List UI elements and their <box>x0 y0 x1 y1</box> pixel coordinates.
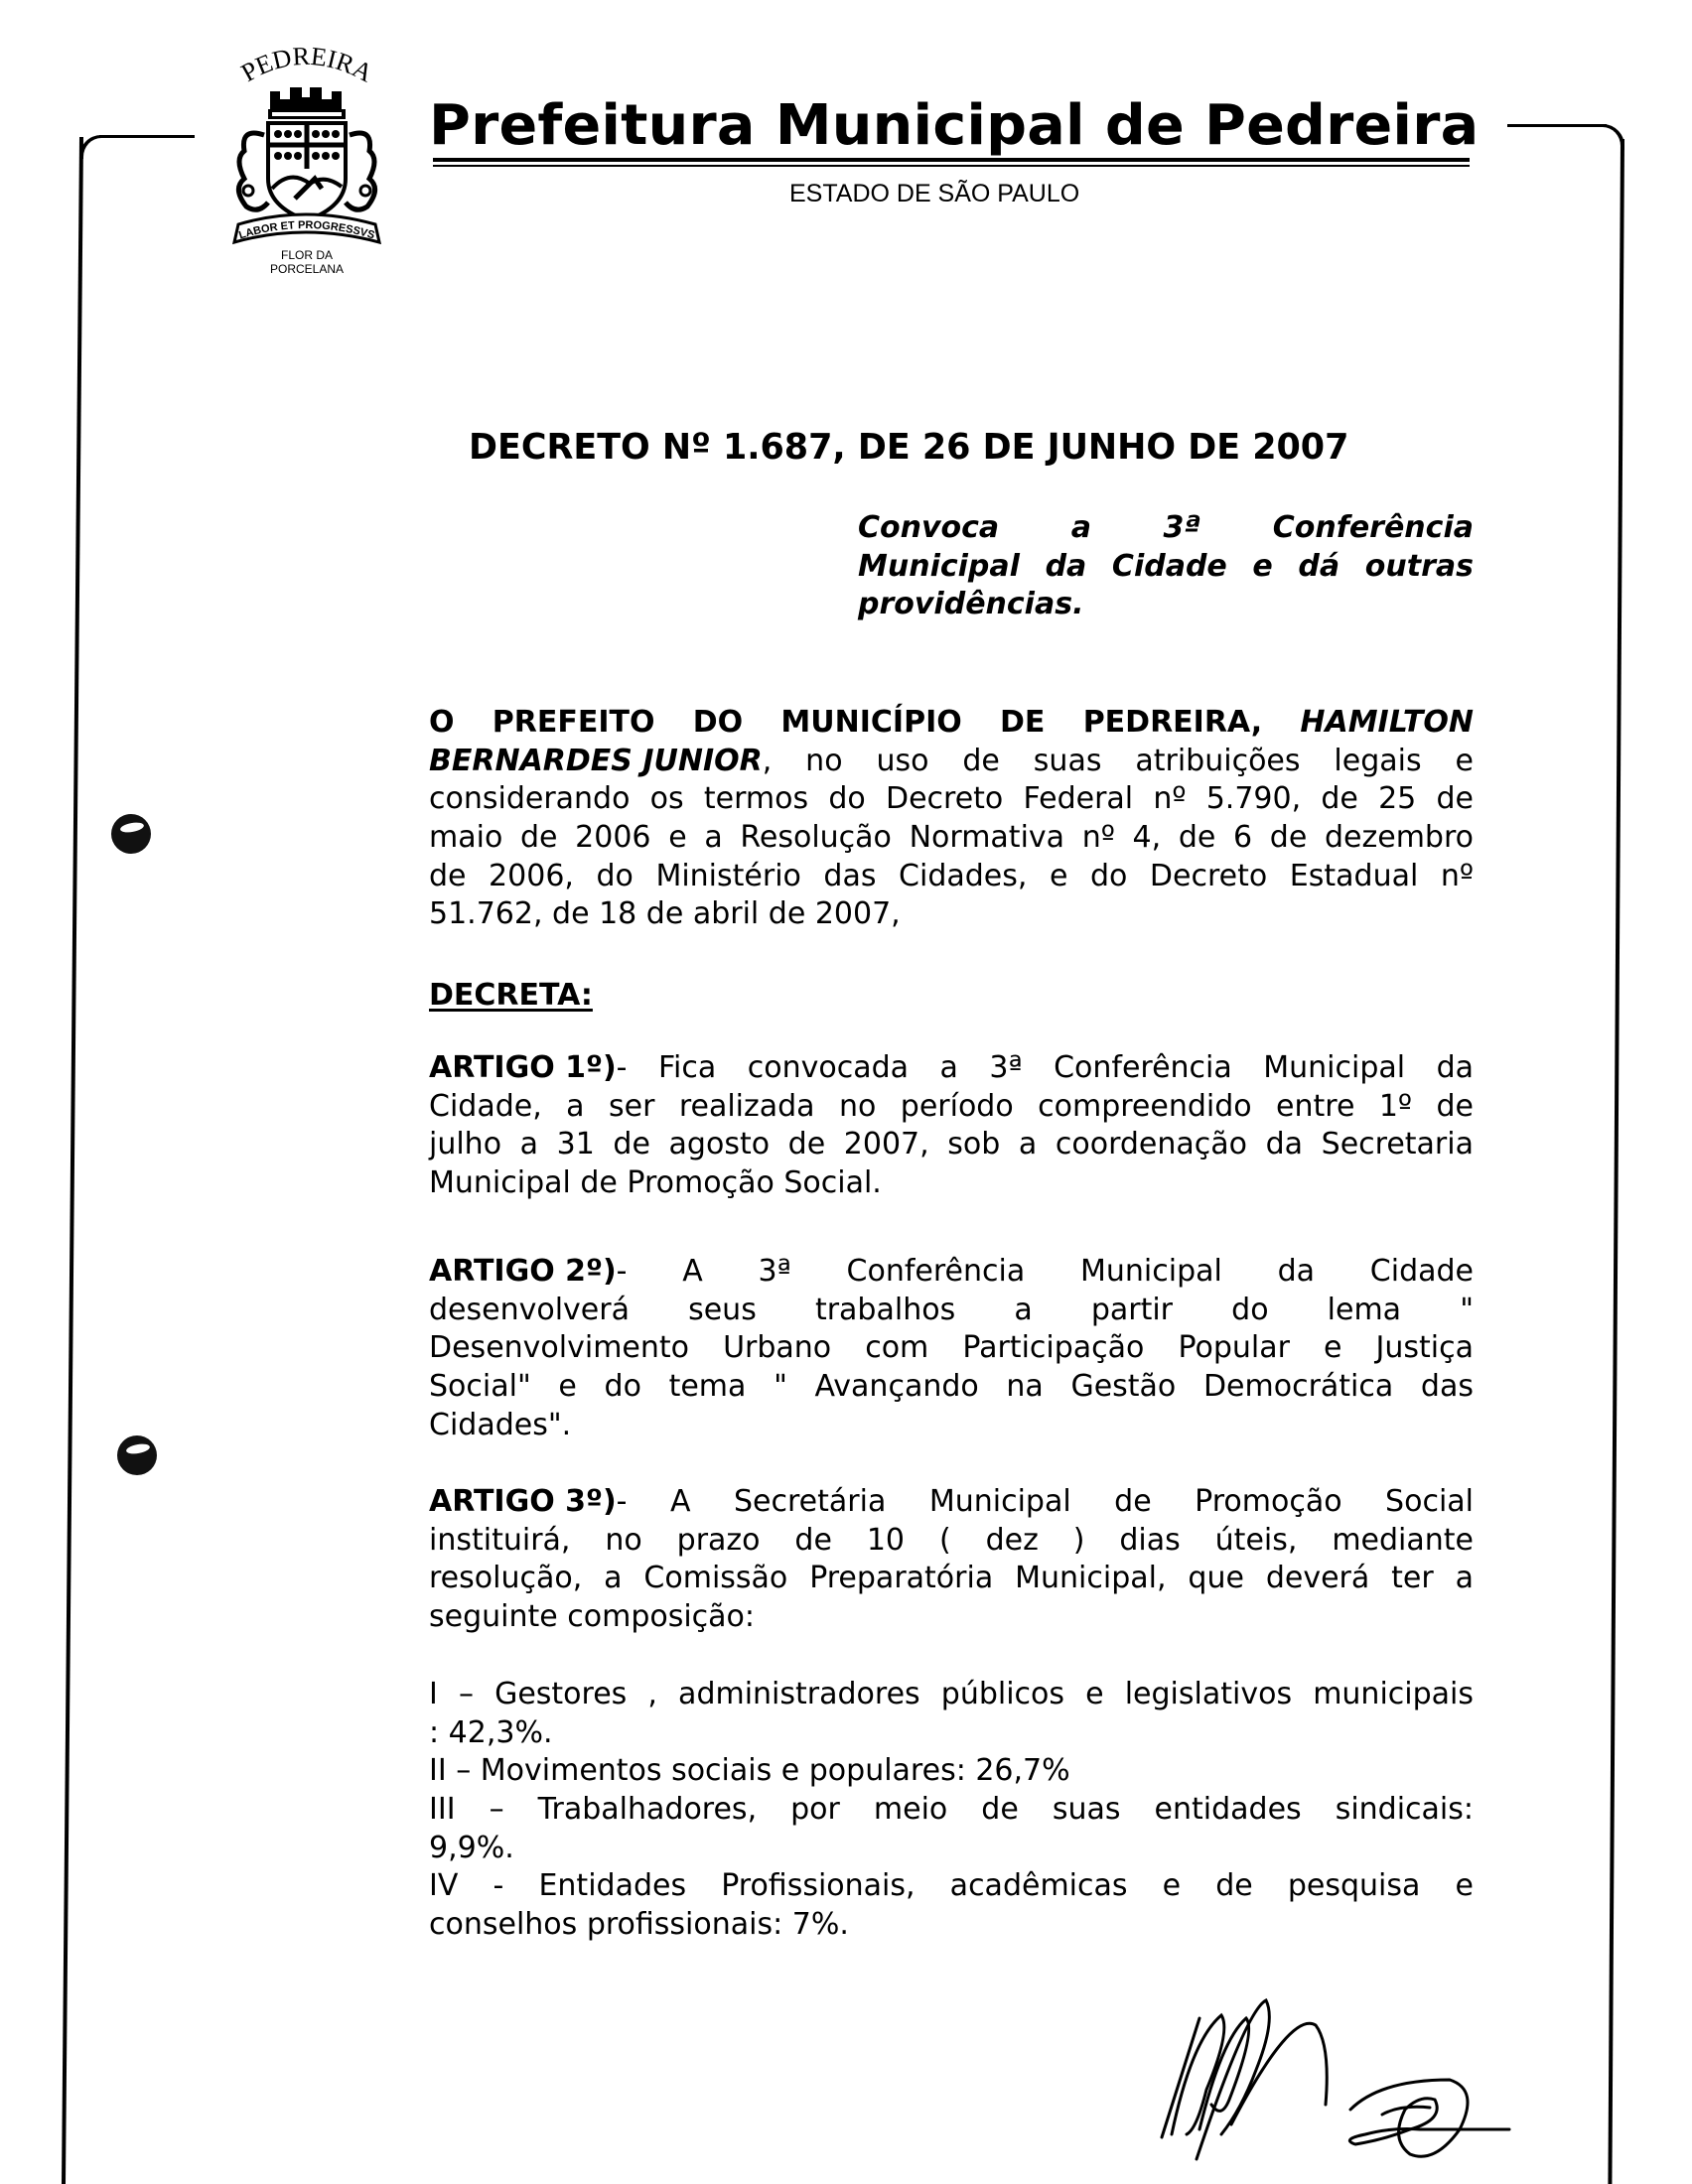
article-label: ARTIGO 1º) <box>429 1050 617 1085</box>
header-rule <box>433 158 1470 162</box>
punch-hole-icon <box>117 1435 157 1475</box>
article-label: ARTIGO 2º) <box>429 1254 617 1289</box>
coat-of-arms-icon <box>211 40 399 278</box>
composition-item-iii: III – Trabalhadores, por meio de suas entidades sindicais: <box>429 1792 1474 1828</box>
header-rule-thin <box>433 165 1470 167</box>
state-name: ESTADO DE SÃO PAULO <box>789 180 1080 207</box>
decree-summary <box>858 509 1474 624</box>
composition-list: I – Gestores , administradores públicos e legislativos municipais : 42,3%. II – Movimentos sociais e populares: 26,7% III – Trabalhadores, por meio de suas entidades sindicais: 9,9%. IV - Entidades Profissionais, acadêmicas e de pesquisa e conselhos profissionais: 7%. <box>429 1677 1474 1943</box>
summary-line: providências. <box>858 587 1084 622</box>
svg-text:PEDREIRA: PEDREIRA <box>236 41 378 88</box>
institution-name: Prefeitura Municipal de Pedreira <box>429 93 1480 158</box>
decree-title: DECRETO Nº 1.687, DE 26 DE JUNHO DE 2007 <box>469 427 1349 468</box>
article-1: ARTIGO 1º) - Fica convocada a 3ª Conferência Municipal da Cidade, a ser realizada no período compreendido entre 1º de julho a 31 de agosto de 2007, sob a coordenação da Secretaria Municipal de Promoção Social. <box>429 1050 1474 1201</box>
preamble-paragraph: O PREFEITO DO MUNICÍPIO DE PEDREIRA, HAMILTON BERNARDES JUNIOR , no uso de suas atribuições legais e considerando os termos do Decreto Federal nº 5.790, de 25 de maio de 2006 e a Resolução Normativa nº 4, de 6 de dezembro de 2006, do Ministério das Cidades, e do Decreto Estadual nº 51.762, de 18 de abril de 2007, <box>429 705 1474 932</box>
article-3: ARTIGO 3º) - A Secretária Municipal de Promoção Social instituirá, no prazo de 10 ( dez ) dias úteis, mediante resolução, a Comissão Preparatória Municipal, que deverá ter a seguinte composição: <box>429 1484 1474 1635</box>
svg-text:PORCELANA: PORCELANA <box>269 262 345 276</box>
enacting-clause: DECRETA: <box>429 978 593 1013</box>
composition-item-i: I – Gestores , administradores públicos e legislativos municipais <box>429 1677 1474 1711</box>
frame-left-border <box>62 137 83 2184</box>
preamble-line: O PREFEITO DO MUNICÍPIO DE PEDREIRA, HAMILTON <box>429 705 1474 740</box>
handwritten-signature-icon <box>1152 1971 1569 2169</box>
article-label: ARTIGO 3º) <box>429 1484 617 1519</box>
frame-top-left-line <box>99 135 195 138</box>
mayor-name: BERNARDES JUNIOR <box>429 743 763 778</box>
frame-top-right-line <box>1507 124 1607 127</box>
svg-text:FLOR DA: FLOR DA <box>280 248 334 262</box>
summary-line: Municipal da Cidade e dá outras <box>858 548 1474 584</box>
summary-line: Convoca a 3ª Conferência <box>858 510 1474 545</box>
composition-item-ii: II – Movimentos sociais e populares: 26,7% <box>429 1753 1070 1789</box>
punch-hole-icon <box>111 814 151 854</box>
preamble-line: BERNARDES JUNIOR , no uso de suas atribuições legais e <box>429 743 1474 781</box>
frame-right-border <box>1608 139 1624 2184</box>
article-2: ARTIGO 2º) - A 3ª Conferência Municipal da Cidade desenvolverá seus trabalhos a partir do lema " Desenvolvimento Urbano com Participação Popular e Justiça Social" e do tema " Avançando na Gestão Democrática das Cidades". <box>429 1254 1474 1442</box>
composition-item-iv: IV - Entidades Profissionais, acadêmicas e de pesquisa e <box>429 1868 1474 1904</box>
svg-text:LABOR ET PROGRESSVS: LABOR ET PROGRESSVS <box>237 218 376 242</box>
